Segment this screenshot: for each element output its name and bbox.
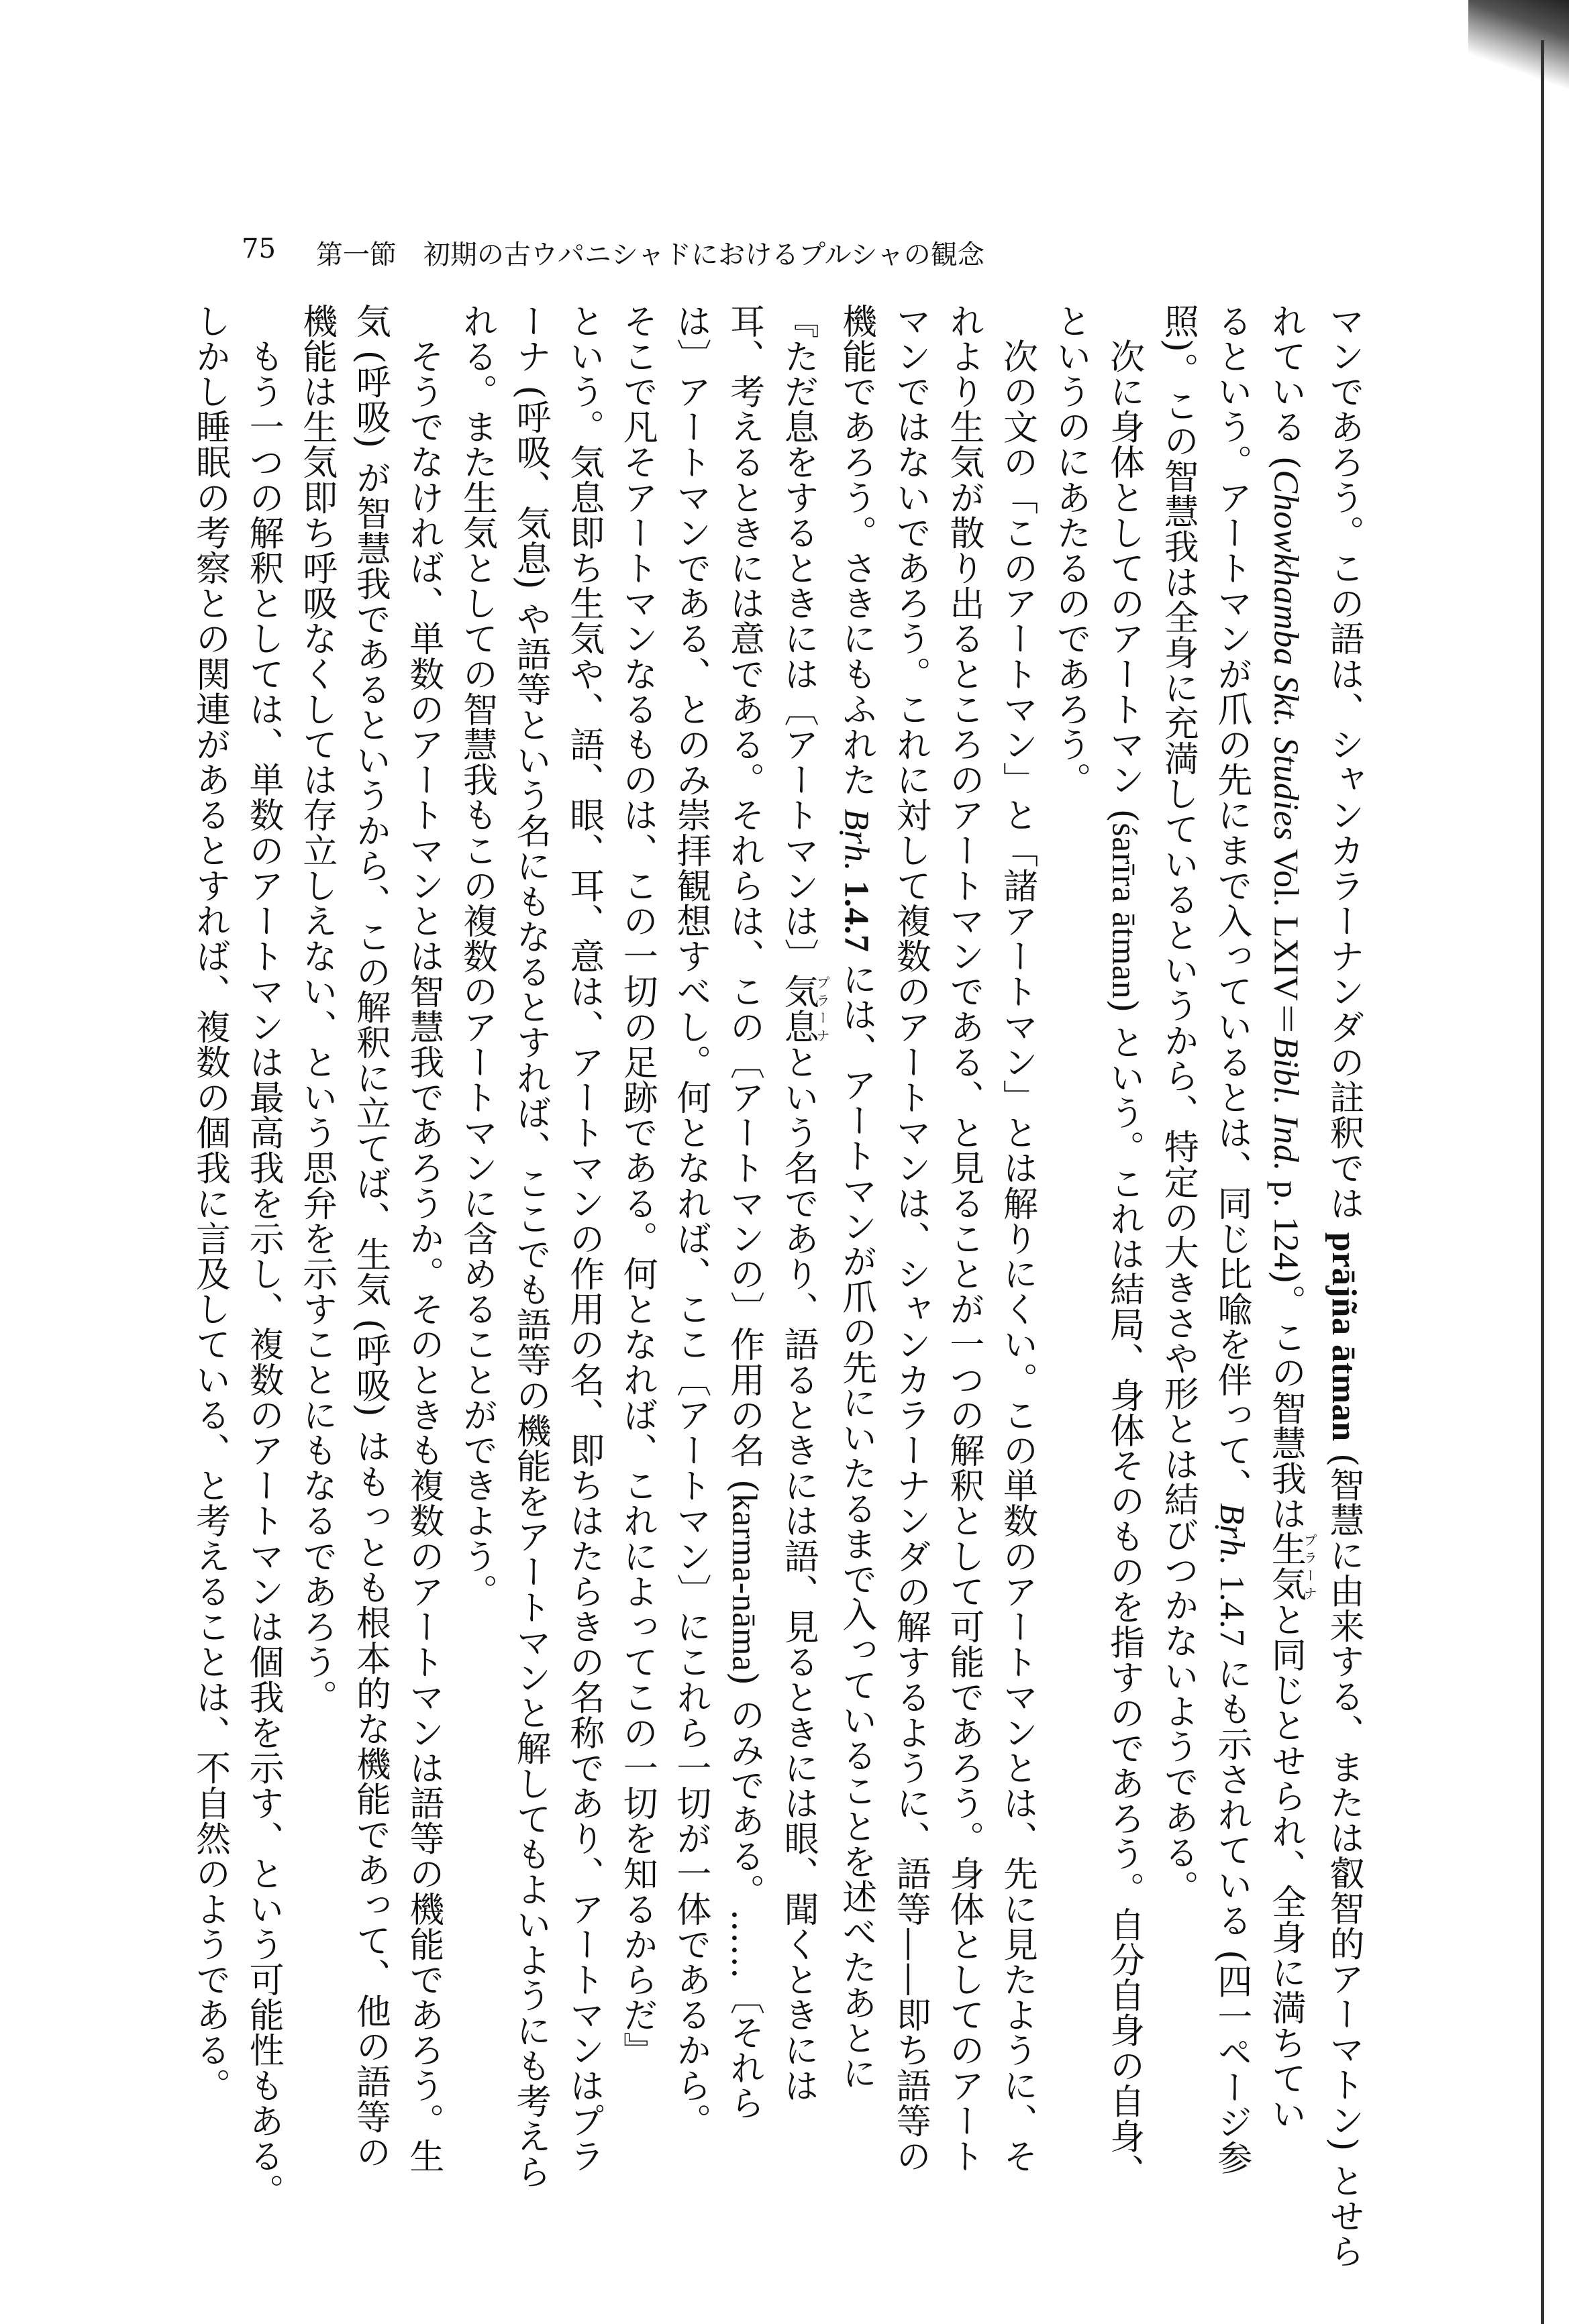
text-run: マンであろう。この語は、シャンカラーナンダの註釈では xyxy=(1323,303,1364,1232)
ruby-annotated-word xyxy=(1265,1531,1318,1602)
text-run: ーナ (呼吸、気息) や語等という名にもなるとすれば、ここでも語等の機能をアートマンと解してもよいようにも考えら xyxy=(510,303,551,2190)
text-run: 機能は生気即ち呼吸なくしては存立しえない、という思弁を示すことにもなるであろう。 xyxy=(296,303,337,1715)
text-column xyxy=(1258,303,1318,2131)
ruby-annotated-word xyxy=(778,973,831,1045)
text-column xyxy=(1204,303,1258,2176)
text-run: Bṛh. xyxy=(1212,1503,1251,1566)
page-edge-line xyxy=(1541,40,1544,2324)
text-column xyxy=(1316,303,1370,2269)
text-column xyxy=(717,303,771,2121)
text-column xyxy=(236,303,290,2209)
text-column xyxy=(990,303,1044,2174)
text-run: prājña ātman xyxy=(1325,1232,1363,1442)
text-column xyxy=(396,303,450,2174)
text-run: 1.4.7 xyxy=(837,871,876,962)
text-run: p. 124 xyxy=(1266,1171,1305,1271)
text-run: マンではないであろう。これに対して複数のアートマンは、シャンカラーナンダの解するように、語等——即ち語等の xyxy=(890,303,931,2174)
text-run: ) という。これは結局、身体そのものを指すのであろう。自分自身の自身、 xyxy=(1103,999,1144,2189)
text-column xyxy=(1151,303,1205,2101)
text-run: 耳、考えるときには意である。それらは、この〔アートマンの〕作用の名 ( xyxy=(723,303,764,1493)
text-run: は〕アートマンである、とのみ崇拝観想すべし。何となれば、ここ〔アートマン〕にこれら一切が一体であるから。 xyxy=(670,303,711,2139)
running-title: 第一節 初期の古ウパニシャドにおけるプルシャの観念 xyxy=(315,240,984,270)
text-run: Vol. LXIV＝ xyxy=(1266,840,1305,1037)
text-run: という名であり、語るときには語、見るときには眼、聞くときには xyxy=(778,1044,819,2103)
text-column xyxy=(663,303,717,2139)
text-run: 『ただ息をするときには〔アートマンは〕 xyxy=(778,303,819,974)
text-run: karma-nāma xyxy=(725,1493,764,1672)
text-run: )。この智慧我は xyxy=(1265,1270,1306,1532)
text-run: 機能であろう。さきにもふれた xyxy=(836,303,876,809)
text-run: にも示されている (四一ページ参 xyxy=(1211,1656,1252,2176)
ruby-base: 生気 xyxy=(1265,1531,1306,1602)
text-run: もう一つの解釈としては、単数のアートマンは最高我を示し、複数のアートマンは個我を示す、という可能性もある。 xyxy=(243,303,284,2209)
text-column xyxy=(1043,303,1097,2101)
text-column xyxy=(770,303,829,2101)
body-text xyxy=(189,303,1370,2269)
text-run: 1.4.7 xyxy=(1212,1565,1251,1656)
text-run: Bibl. Ind. xyxy=(1266,1037,1305,1172)
ruby-base: 気息 xyxy=(778,973,819,1045)
text-run: (智慧に由来する、または叡智的アーマトン) とせら xyxy=(1323,1441,1364,2269)
text-run: 次の文の「このアートマン」と「諸アートマン」とは解りにくい。この単数のアートマンとは、先に見たように、そ xyxy=(997,303,1037,2174)
text-column xyxy=(829,303,883,2101)
text-run: Chowkhamba Skt. Studies xyxy=(1266,470,1305,841)
text-run: というのにあたるのであろう。 xyxy=(1050,303,1091,798)
text-run: と同じとせられ、全身に満ちてい xyxy=(1265,1601,1306,2131)
text-run: れより生気が散り出るところのアートマンである、と見ることが一つの解釈として可能であろう。身体としてのアート xyxy=(943,303,984,2174)
text-run: しかし睡眠の考察との関連があるとすれば、複数の個我に言及している、と考えることは、不自然のようである。 xyxy=(189,303,230,2103)
text-run: śarīra ātman xyxy=(1105,823,1144,1000)
running-header xyxy=(242,233,984,272)
text-column xyxy=(289,303,343,2101)
ruby-reading: プラーナ xyxy=(814,973,831,1045)
text-run: 照)。この智慧我は全身に充満しているというから、特定の大きさや形とは結びつかないようである。 xyxy=(1158,303,1199,1905)
ruby-reading: プラーナ xyxy=(1301,1531,1318,1602)
text-run: そうでなければ、単数のアートマンとは智慧我であろうか。そのときも複数のアートマンは語等の機能であろう。生 xyxy=(403,303,444,2174)
text-column xyxy=(610,303,664,2101)
text-column xyxy=(343,303,397,2170)
text-column xyxy=(450,303,503,2101)
scan-shadow xyxy=(1468,0,1569,114)
text-column xyxy=(183,303,236,2101)
text-run: れる。また生気としての智慧我もこの複数のアートマンに含めることができよう。 xyxy=(456,303,497,1609)
text-run: という。気息即ち生気や、語、眼、耳、意は、アートマンの作用の名、即ちはたらきの名称であり、アートマンはプラ xyxy=(563,303,604,2174)
text-column xyxy=(936,303,990,2174)
text-column xyxy=(883,303,937,2174)
text-run: 気 (呼吸) が智慧我であるというから、この解釈に立てば、生気 (呼吸) はもっとも根本的な機能であって、他の語等の xyxy=(350,303,391,2170)
text-column xyxy=(503,303,557,2190)
text-run: には、アートマンが爪の先にいたるまで入っていることを述べたあとに xyxy=(836,961,876,2091)
text-column xyxy=(556,303,610,2174)
text-run: Bṛh. xyxy=(837,808,876,872)
text-run: るという。アートマンが爪の先にまで入っているとは、同じ比喩を伴って、 xyxy=(1211,303,1252,1503)
text-run: ) のみである。……〔それら xyxy=(723,1671,764,2121)
text-run: れている ( xyxy=(1265,303,1306,470)
text-run: そこで凡そアートマンなるものは、この一切の足跡である。何となれば、これによってこの一切を知るからだ』 xyxy=(617,303,658,2068)
text-column xyxy=(1097,303,1151,2189)
text-run: 次に身体としてのアートマン ( xyxy=(1103,303,1144,823)
page-number: 75 xyxy=(242,233,276,264)
